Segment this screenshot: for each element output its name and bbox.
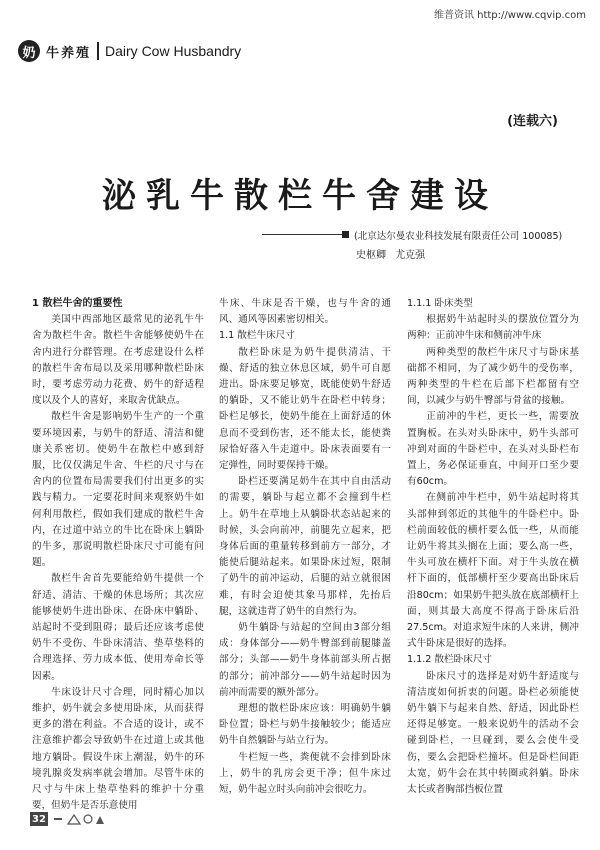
section-heading: 1 散栏牛舍的重要性 [32,298,123,309]
paragraph: 散栏牛舍是影响奶牛生产的一个重要环境因素，与奶牛的舒适、清洁和健康关系密切。使奶牛在散栏中感到舒服，比仅仅满足牛舍、牛栏的尺寸与在舍内的位置布局需要我们付出更多的实践与精力。一定要花时间来观察奶牛如何利用散栏，假如我们建成的散栏牛舍内，在过道中站立的牛比在卧床上躺卧的牛多，那说明散栏卧床尺寸可能有问题。 [32,411,204,569]
paragraph: 美国中西部地区最常见的泌乳牛牛舍为散栏牛舍。散栏牛舍能够使奶牛在舍内进行分群管理。在考虑建设什么样的散栏牛舍布局以及采用哪种散栏卧床时，要考虑劳动力花费、奶牛的舒适程度以及个人的喜好，来取舍优缺点。 [32,314,204,407]
footer-ornament-icon [52,812,104,826]
header-divider [97,42,99,60]
paragraph: 两种类型的散栏牛床尺寸与卧床基础都不相同，为了减少奶牛的受伤率，两种类型的牛栏在后部下栏都留有空间，以减少与奶牛臀部与骨盆的接触。 [407,346,579,407]
subsection-heading: 1.1 散栏牛床尺寸 [219,330,295,342]
paragraph: 正前冲的牛栏，更长一些，需要放置胸板。在头对头卧床中，奶牛头部可冲到对面的牛卧栏中，在头对头卧栏布置上，务必保证垂直，中间开口至少要有60cm。 [407,411,579,488]
paragraph: 牛床、牛床是否干燥，也与牛舍的通风、通风等因素密切相关。 [219,298,391,326]
section-badge: 奶 [18,40,40,62]
paragraph: 牛床设计尺寸合理，同时精心加以维护，奶牛就会多使用卧床，从而获得更多的潜在利益。不合适的设计，或不注意维护都会导致奶牛在过道上或其他地方躺卧。假设牛床上潮湿，奶牛的环境乳腺炎发病率就会增加。尽管牛床的尺寸与牛床上垫草垫料的维护十分重要，但奶牛是否乐意使用 [32,686,204,812]
subsection-heading: 1.1.2 散栏卧床尺寸 [407,654,493,666]
paragraph: 根据奶牛站起时头的摆放位置分为两种：正前冲牛床和侧前冲牛床 [407,314,579,342]
section-title-cn: 牛养殖 [46,45,92,61]
paragraph: 散栏牛舍首先要能给奶牛提供一个舒适、清洁、干燥的休息场所；其次应能够使奶牛进出卧床、在卧床中躺卧、站起时不受到阻碍；最后还应该考虑使奶牛不受伤、牛卧床清洁、垫草垫料的合理选择、劳力成本低、使用寿命长等因素。 [32,573,204,682]
paragraph: 奶牛躺卧与站起的空间由3部分组成：身体部分——奶牛臀部到前腿膝盖部分；头部——奶牛身体前部头所占据的部分；前冲部分——奶牛站起时因为前冲而需要的额外部分。 [219,622,391,698]
section-header [18,40,241,62]
paragraph: 散栏卧床是为奶牛提供清洁、干燥、舒适的独立休息区域，奶牛可自愿进出。卧床要足够宽，既能使奶牛舒适的躺卧，又不能让奶牛在卧栏中转身；卧栏足够长，使奶牛能在上面舒适的休息而不受到伤害，还不能太长，能使粪尿恰好落入牛走道中。卧床表面要有一定弹性，同时要保持干燥。 [219,346,391,472]
article-title: 泌乳牛散栏牛舍建设 [102,176,498,216]
author-bullet [342,231,349,238]
page-number: 32 [30,812,48,826]
column-2 [219,296,391,798]
paragraph: 卧栏还要满足奶牛在其中自由活动的需要，躺卧与起立都不会撞到牛栏上。奶牛在草地上从躺卧状态站起来的时候，头会向前冲，前腿先立起来，把身体后面的重量转移到前方一部分，才能使后腿站起来。如果卧床过短，限制了奶牛的前冲运动，后腿的站立就很困难，有时会迫使其象马那样，先抬后腿，这就违背了奶牛的自然行为。 [219,476,391,617]
subsection-heading: 1.1.1 卧床类型 [407,298,473,309]
paragraph: 理想的散栏卧床应该：明确奶牛躺卧位置；卧栏与奶牛接触较少；能适应奶牛自然躺卧与站立行为。 [219,703,391,747]
column-3 [407,296,579,798]
author-rule [262,234,344,235]
section-title-en: Dairy Cow Husbandry [105,43,242,59]
watermark-text: 维普资讯 http://www.cqvip.com [433,10,586,21]
paragraph: 在侧前冲牛栏中，奶牛站起时将其头部伸到邻近的其他牛的牛卧栏中。卧栏前面较低的横杆要么低一些，从而能让奶牛将其头搁在上面；要么高一些，牛头可放在横杆下面。对于牛头放在横杆下面的，低部横杆至少要高出卧床后沿80cm；如果奶牛把头放在底部横杆上面，则其最大高度不得高于卧床后沿27.5cm。对追求短牛床的人来讲，侧冲式牛卧床是很好的选择。 [407,492,579,650]
paragraph: 牛栏短一些，粪便就不会排到卧床上，奶牛的乳房会更干净；但牛床过短，奶牛起立时头向前冲会很吃力。 [219,751,391,796]
column-1 [32,296,204,815]
series-label: (连载六) [507,114,558,129]
author-names: 史枢卿 尤克强 [356,250,426,261]
affiliation: (北京达尔曼农业科技发展有限责任公司 100085) [354,231,563,242]
paragraph: 卧床尺寸的选择是对奶牛舒适度与清洁度如何折衷的问题。卧栏必须能使奶牛躺下与起来自然、舒适，因此卧栏还得足够宽。一般来说奶牛的活动不会碰到卧栏，一旦碰到，要么会使牛受伤，要么会把卧栏撞坏。但是卧栏间距太宽，奶牛会在其中转圈或斜躺。卧床太长或者胸部挡板位置 [407,670,579,796]
